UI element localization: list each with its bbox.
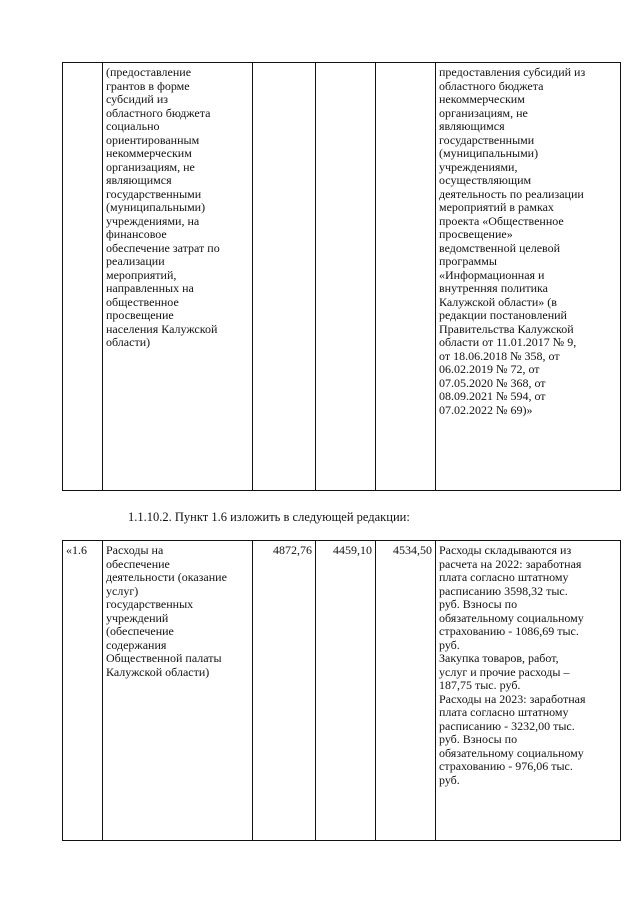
text-line: Калужской области) [106, 664, 210, 679]
text-line: 06.02.2019 № 72, от [439, 362, 540, 376]
text-line: являющимся [439, 119, 505, 133]
text-line: учреждениями, на [106, 213, 200, 228]
cell-expense-description [436, 541, 621, 841]
expense-name-text [106, 544, 249, 679]
text-line: направленных на [106, 281, 194, 295]
text-line: Расходы на 2023: заработная [439, 691, 586, 706]
text-line: Расходы складываются из [439, 543, 572, 557]
text-line: обязательному социальному [439, 610, 584, 625]
cell-justification [436, 63, 621, 491]
text-line: (муниципальными) [106, 200, 206, 214]
text-line: областного бюджета [106, 105, 211, 120]
text-line: населения Калужской [106, 321, 218, 336]
text-line: мероприятий в рамках [439, 200, 554, 214]
text-line: Калужской области» (в [439, 294, 557, 309]
text-line: просвещение» [439, 227, 513, 241]
text-line: содержания [106, 637, 167, 652]
text-line: Закупка товаров, работ, [439, 651, 559, 665]
text-line: плата согласно штатному [439, 570, 569, 584]
text-line: услуг) [106, 583, 139, 598]
text-line: 07.02.2022 № 69)» [439, 402, 533, 417]
text-line: от 18.06.2018 № 358, от [439, 348, 560, 363]
text-line: расчета на 2022: заработная [439, 556, 582, 571]
text-line: области от 11.01.2017 № 9, [439, 335, 577, 349]
text-line: государственных [106, 597, 194, 611]
text-line: ориентированным [106, 132, 200, 147]
cell-expense-name [103, 541, 253, 841]
cell-value-3 [376, 63, 436, 491]
table-row [63, 541, 621, 841]
cell-event-name [103, 63, 253, 491]
text-line: учреждений [106, 610, 169, 625]
text-line: деятельности (оказание [106, 570, 227, 584]
table-continuation [62, 62, 621, 491]
text-line: (обеспечение [106, 624, 174, 638]
expense-description-text [439, 544, 617, 787]
text-line: «Информационная и [439, 267, 545, 282]
text-line: (муниципальными) [439, 146, 539, 160]
cell-value-2022: 4872,76 [253, 541, 316, 841]
text-line: проекта «Общественное [439, 213, 564, 228]
text-line: областного бюджета [439, 78, 544, 93]
text-line: просвещение [106, 308, 174, 322]
cell-value-1 [253, 63, 316, 491]
text-line: мероприятий, [106, 267, 177, 282]
text-line: обязательному социальному [439, 745, 584, 760]
text-line: программы [439, 254, 497, 268]
text-line: деятельность по реализации [439, 186, 584, 201]
text-line: руб. Взносы по [439, 732, 518, 746]
text-line: внутренняя политика [439, 281, 549, 295]
text-line: руб. [439, 637, 460, 652]
text-line: плата согласно штатному [439, 705, 569, 719]
text-line: услуг и прочие расходы – [439, 664, 570, 679]
cell-value-2 [316, 63, 376, 491]
text-line: предоставления субсидий из [439, 65, 586, 79]
text-line: финансовое [106, 227, 167, 241]
text-line: общественное [106, 294, 179, 309]
text-line: страхованию - 976,06 тыс. [439, 759, 573, 773]
text-line: обеспечение затрат по [106, 240, 220, 255]
event-name-text [106, 66, 249, 350]
text-line: являющимся [106, 173, 172, 187]
text-line: расписанию - 3232,00 тыс. [439, 718, 575, 733]
text-line: руб. [439, 772, 460, 787]
justification-text [439, 66, 617, 417]
section-instruction: 1.1.10.2. Пункт 1.6 изложить в следующей редакции: [128, 510, 410, 524]
text-line: некоммерческим [106, 146, 192, 160]
text-line: обеспечение [106, 556, 170, 571]
text-line: ведомственной целевой [439, 240, 561, 255]
text-line: организациям, не [439, 105, 528, 120]
text-line: Правительства Калужской [439, 321, 574, 336]
text-line: реализации [106, 254, 165, 268]
cell-value-2023: 4459,10 [316, 541, 376, 841]
text-line: грантов в форме [106, 78, 190, 93]
text-line: страхованию - 1086,69 тыс. [439, 624, 579, 638]
table-row [63, 63, 621, 491]
cell-value-2024: 4534,50 [376, 541, 436, 841]
text-line: Расходы на [106, 543, 164, 557]
text-line: социально [106, 119, 160, 133]
text-line: учреждениями, [439, 159, 518, 174]
text-line: Общественной палаты [106, 651, 222, 665]
text-line: государственными [106, 186, 202, 201]
text-line: некоммерческим [439, 92, 525, 106]
text-line: руб. Взносы по [439, 597, 518, 611]
text-line: осуществляющим [439, 173, 532, 187]
text-line: государственными [439, 132, 535, 147]
table-item-1-6 [62, 540, 621, 841]
text-line: (предоставление [106, 65, 192, 79]
text-line: расписанию 3598,32 тыс. [439, 583, 568, 598]
text-line: субсидий из [106, 92, 168, 106]
text-line: области) [106, 335, 151, 349]
cell-number: «1.6 [63, 541, 103, 841]
text-line: организациям, не [106, 159, 195, 174]
text-line: 187,75 тыс. руб. [439, 678, 521, 692]
text-line: 08.09.2021 № 594, от [439, 389, 546, 403]
text-line: редакции постановлений [439, 308, 567, 322]
cell-number [63, 63, 103, 491]
text-line: 07.05.2020 № 368, от [439, 375, 546, 390]
